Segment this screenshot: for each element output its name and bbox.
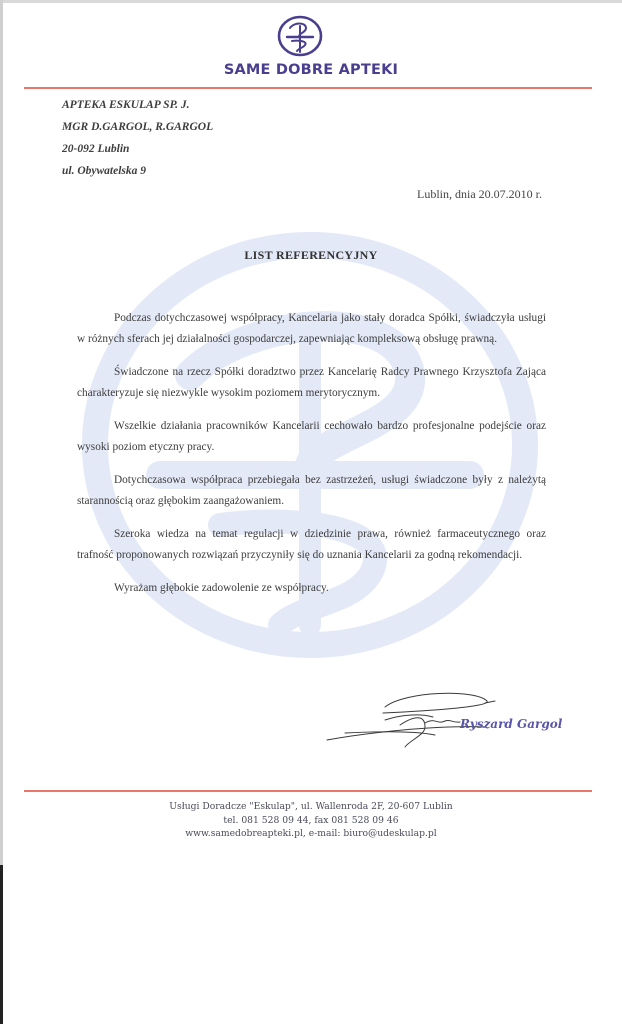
paragraph: Podczas dotychczasowej współpracy, Kancelaria jako stały doradca Spółki, świadczyła usługi w różnych sferach jej działalności gospodarczej, zapewniając kompleksową obsługę prawną.: [77, 312, 546, 345]
sender-company: APTEKA ESKULAP SP. J.: [62, 99, 190, 111]
sender-address: [62, 94, 213, 182]
bowl-of-hygieia-icon: [276, 14, 324, 58]
paragraph: Świadczone na rzecz Spółki doradztwo przez Kancelarię Radcy Prawnego Krzysztofa Zająca charakteryzuje się niezwykle wysokim poziomem merytorycznym.: [77, 366, 546, 399]
closing-paragraph: Wyrażam głębokie zadowolenie ze współpracy.: [114, 582, 329, 594]
footer-divider: [24, 790, 592, 792]
letter-body: [77, 308, 546, 611]
footer-web-email: www.samedobreapteki.pl, e-mail: biuro@udeskulap.pl: [185, 828, 437, 839]
paragraph: Szeroka wiedza na temat regulacji w dziedzinie prawa, również farmaceutycznego oraz trafność proponowanych rozwiązań przyczyniły się do uznania Kancelarii za godną rekomendacji.: [77, 528, 546, 561]
scan-edge-top: [0, 0, 622, 3]
sender-street: ul. Obywatelska 9: [62, 165, 147, 177]
letter-title: LIST REFERENCYJNY: [244, 248, 378, 262]
signature-stamp-name: Ryszard Gargol: [460, 717, 563, 731]
letter-date: Lublin, dnia 20.07.2010 r.: [417, 187, 542, 201]
scan-edge-shadow: [0, 865, 3, 1024]
brand-name: SAME DOBRE APTEKI: [223, 62, 399, 78]
sender-owners: MGR D.GARGOL, R.GARGOL: [62, 121, 214, 133]
footer-phone: tel. 081 528 09 44, fax 081 528 09 46: [223, 814, 399, 826]
footer-address: Usługi Doradcze "Eskulap", ul. Wallenroda 2F, 20-607 Lublin: [169, 801, 453, 812]
header-divider: [24, 87, 592, 89]
footer-contact: [0, 800, 622, 841]
sender-city: 20-092 Lublin: [62, 143, 130, 155]
paragraph: Dotychczasowa współpraca przebiegała bez zastrzeżeń, usługi świadczone były z należytą starannością oraz głębokim zaangażowaniem.: [77, 474, 546, 507]
paragraph: Wszelkie działania pracowników Kancelarii cechowało bardzo profesjonalne podejście oraz wysoki poziom etyczny pracy.: [77, 420, 546, 453]
